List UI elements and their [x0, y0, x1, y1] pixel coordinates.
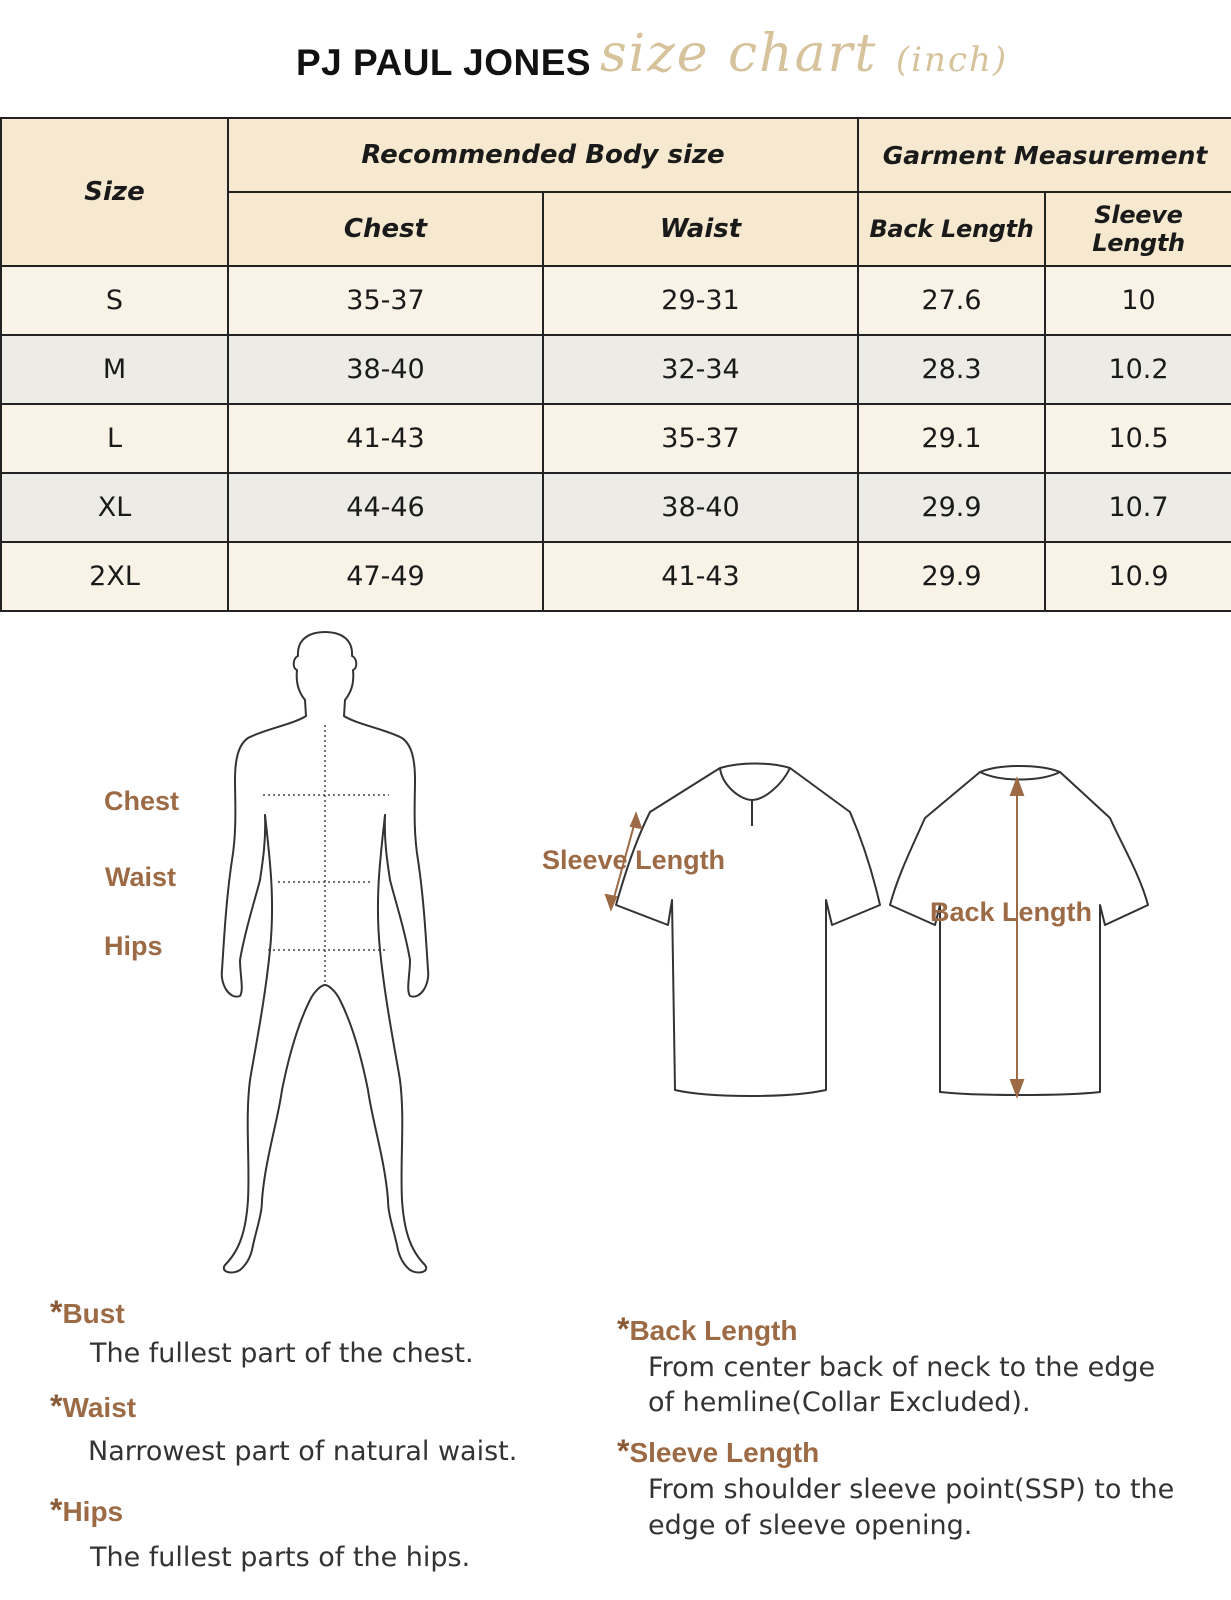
cell-sleeve: 10 — [1045, 266, 1231, 335]
asterisk-icon: * — [617, 1433, 630, 1469]
cell-back: 29.9 — [858, 542, 1045, 611]
sleeve-length-note-text-1: From shoulder sleeve point(SSP) to the — [648, 1474, 1175, 1505]
table-row — [1, 473, 1231, 542]
waist-label: Waist — [105, 862, 177, 892]
cell-chest: 35-37 — [228, 266, 543, 335]
table-row — [1, 335, 1231, 404]
cell-waist: 41-43 — [543, 542, 858, 611]
size-chart-script-title — [600, 24, 1008, 84]
back-shirt-outline-icon — [890, 766, 1148, 1095]
sleeve-length-note-title: *Sleeve Length — [617, 1433, 820, 1469]
asterisk-icon: * — [50, 1294, 63, 1330]
waist-note-text: Narrowest part of natural waist. — [88, 1436, 518, 1467]
back-length-note-text-1: From center back of neck to the edge — [648, 1352, 1156, 1383]
size-header: Size — [1, 118, 228, 266]
cell-chest: 41-43 — [228, 404, 543, 473]
cell-size: M — [1, 335, 228, 404]
title-row — [0, 14, 1231, 114]
cell-size: 2XL — [1, 542, 228, 611]
cell-chest: 47-49 — [228, 542, 543, 611]
bust-note-text: The fullest part of the chest. — [90, 1338, 474, 1369]
human-body-outline-icon — [222, 632, 429, 1272]
cell-back: 29.9 — [858, 473, 1045, 542]
cell-chest: 44-46 — [228, 473, 543, 542]
recommended-body-header: Recommended Body size — [228, 118, 858, 192]
back-length-note-title: *Back Length — [617, 1311, 798, 1347]
cell-back: 27.6 — [858, 266, 1045, 335]
col-chest: Chest — [228, 192, 543, 266]
hips-note-title: *Hips — [50, 1492, 124, 1528]
sleeve-length-label: Sleeve Length — [542, 845, 726, 875]
measurement-illustrations — [0, 620, 1231, 1280]
cell-size: XL — [1, 473, 228, 542]
table-row — [1, 404, 1231, 473]
table-row — [1, 542, 1231, 611]
back-length-label: Back Length — [930, 897, 1093, 927]
brand-name: PJ PAUL JONES — [296, 42, 592, 83]
cell-sleeve: 10.5 — [1045, 404, 1231, 473]
chest-label: Chest — [104, 786, 180, 816]
cell-chest: 38-40 — [228, 335, 543, 404]
script-title-text: size chart — [600, 24, 878, 84]
size-table — [0, 117, 1231, 612]
table-row — [1, 266, 1231, 335]
asterisk-icon: * — [617, 1311, 630, 1347]
cell-back: 28.3 — [858, 335, 1045, 404]
cell-sleeve: 10.7 — [1045, 473, 1231, 542]
col-waist: Waist — [543, 192, 858, 266]
hips-label: Hips — [104, 931, 163, 961]
asterisk-icon: * — [50, 1492, 63, 1528]
cell-back: 29.1 — [858, 404, 1045, 473]
asterisk-icon: * — [50, 1388, 63, 1424]
cell-waist: 35-37 — [543, 404, 858, 473]
garment-measurement-header: Garment Measurement — [858, 118, 1231, 192]
hips-note-text: The fullest parts of the hips. — [90, 1542, 471, 1573]
script-unit-text: (inch) — [895, 40, 1009, 80]
back-length-note-text-2: of hemline(Collar Excluded). — [648, 1387, 1031, 1418]
cell-waist: 32-34 — [543, 335, 858, 404]
cell-sleeve: 10.9 — [1045, 542, 1231, 611]
cell-waist: 38-40 — [543, 473, 858, 542]
cell-waist: 29-31 — [543, 266, 858, 335]
cell-size: S — [1, 266, 228, 335]
col-sleeve-length: Sleeve Length — [1045, 192, 1231, 266]
cell-sleeve: 10.2 — [1045, 335, 1231, 404]
cell-size: L — [1, 404, 228, 473]
col-back-length: Back Length — [858, 192, 1045, 266]
body-measure-lines — [263, 725, 389, 985]
front-shirt-outline-icon — [616, 764, 880, 1097]
sleeve-length-note-text-2: edge of sleeve opening. — [648, 1510, 973, 1541]
back-length-arrow-icon — [1011, 779, 1023, 1096]
bust-note-title: *Bust — [50, 1294, 125, 1330]
waist-note-title: *Waist — [50, 1388, 137, 1424]
